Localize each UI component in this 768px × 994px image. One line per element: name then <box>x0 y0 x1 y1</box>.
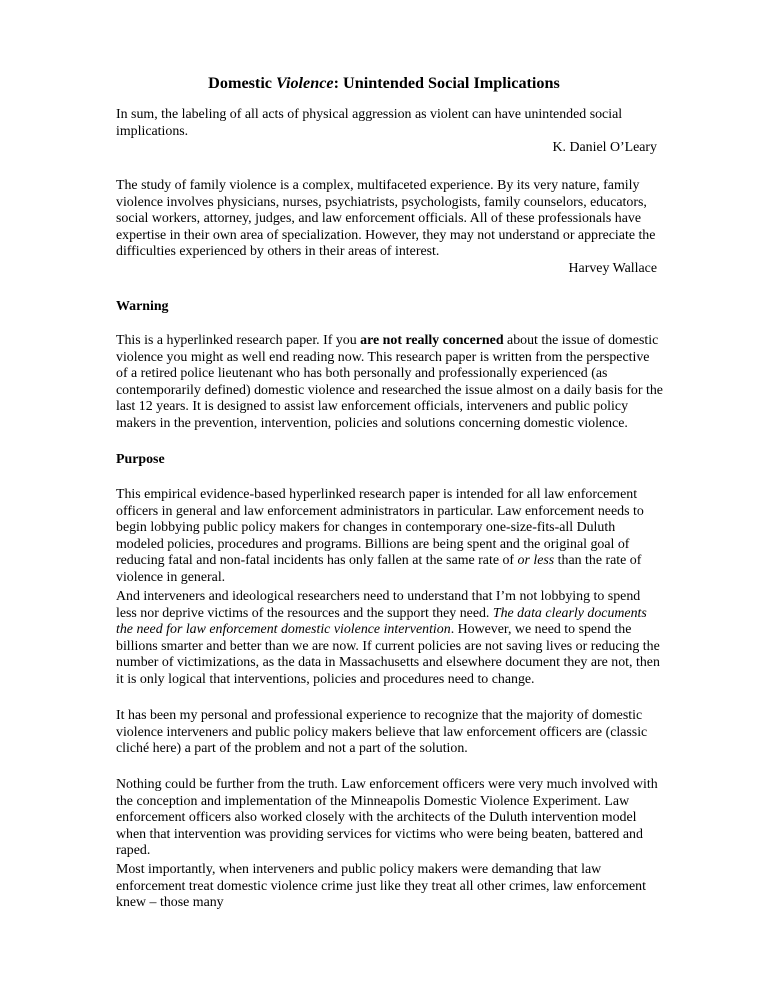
epigraph-author-2: Harvey Wallace <box>568 261 657 276</box>
purpose-p2-text-a: And interveners and ideological researchers need to understand that I’m not lobbying to spend less nor deprive victims of the resources and the support they need. <box>116 589 641 621</box>
section-heading-purpose: Purpose <box>116 452 165 467</box>
title-part-2: : Unintended Social Implications <box>333 74 560 92</box>
page-title <box>0 73 768 93</box>
warning-text-a: This is a hyperlinked research paper. If you <box>116 333 361 348</box>
purpose-p2-italic: The data clearly documents the need for law enforcement domestic violence intervention <box>116 605 647 638</box>
purpose-p1-text-b: than the rate of violence in general. <box>116 553 642 585</box>
purpose-paragraph-3: It has been my personal and professional experience to recognize that the majority of domestic violence interveners and public policy makers believe that law enforcement officers are (classic cliché here) a part of the problem and not a part of the solution. <box>116 708 648 757</box>
purpose-paragraph-5: Most importantly, when interveners and public policy makers were demanding that law enforcement treat domestic violence crime just like they treat all other crimes, law enforcement knew – those many <box>116 862 646 911</box>
epigraph-quote-1: In sum, the labeling of all acts of physical aggression as violent can have unintended social implications. <box>116 107 623 139</box>
title-part-1: Domestic <box>208 74 277 92</box>
purpose-p1-italic: or less <box>517 553 555 569</box>
warning-text-b: about the issue of domestic violence you might as well end reading now. This research paper is written from the perspective of a retired police lieutenant who has both personally and professionally experienced (as contemporarily defined) domestic violence and researched the issue almost on a daily basis for the last 12 years. It is designed to assist law enforcement officials, interveners and public policy makers in the prevention, intervention, policies and solutions concerning domestic violence. <box>116 333 663 431</box>
epigraph-quote-2: The study of family violence is a complex, multifaceted experience. By its very nature, family violence involves physicians, nurses, psychiatrists, psychologists, family counselors, educators, social workers, attorney, judges, and law enforcement officials. All of these professionals have expertise in their own area of specialization. However, they may not understand or appreciate the difficulties experienced by others in their areas of interest. <box>116 178 656 260</box>
warning-paragraph <box>116 333 663 433</box>
purpose-p1-text-a: This empirical evidence-based hyperlinked research paper is intended for all law enforcement officers in general and law enforcement administrators in particular. Law enforcement needs to begin lobbying public policy makers for changes in contemporary one-size-fits-all Duluth modeled policies, procedures and programs. Billions are being spent and the original goal of reducing fatal and non-fatal incidents has only fallen at the same rate of <box>116 487 644 569</box>
purpose-paragraph-4: Nothing could be further from the truth. Law enforcement officers were very much involved with the conception and implementation of the Minneapolis Domestic Violence Experiment. Law enforcement officers also worked closely with the architects of the Duluth intervention model when that intervention was providing services for victims who were being beaten, battered and raped. <box>116 777 658 859</box>
purpose-paragraph-1 <box>116 487 663 587</box>
epigraph-author-1: K. Daniel O’Leary <box>552 140 657 155</box>
purpose-p2-text-b: . However, we need to spend the billions smarter and better than we are now. If current policies are not saving lives or reducing the number of victimizations, as the data in Massachusetts and elsewhere document they are not, then it is only logical that interventions, policies and procedures need to change. <box>116 622 660 687</box>
section-heading-warning: Warning <box>116 299 169 314</box>
title-italic-word: Violence <box>276 74 334 92</box>
purpose-paragraph-2 <box>116 589 663 689</box>
warning-bold-phrase: are not really concerned <box>360 333 504 348</box>
